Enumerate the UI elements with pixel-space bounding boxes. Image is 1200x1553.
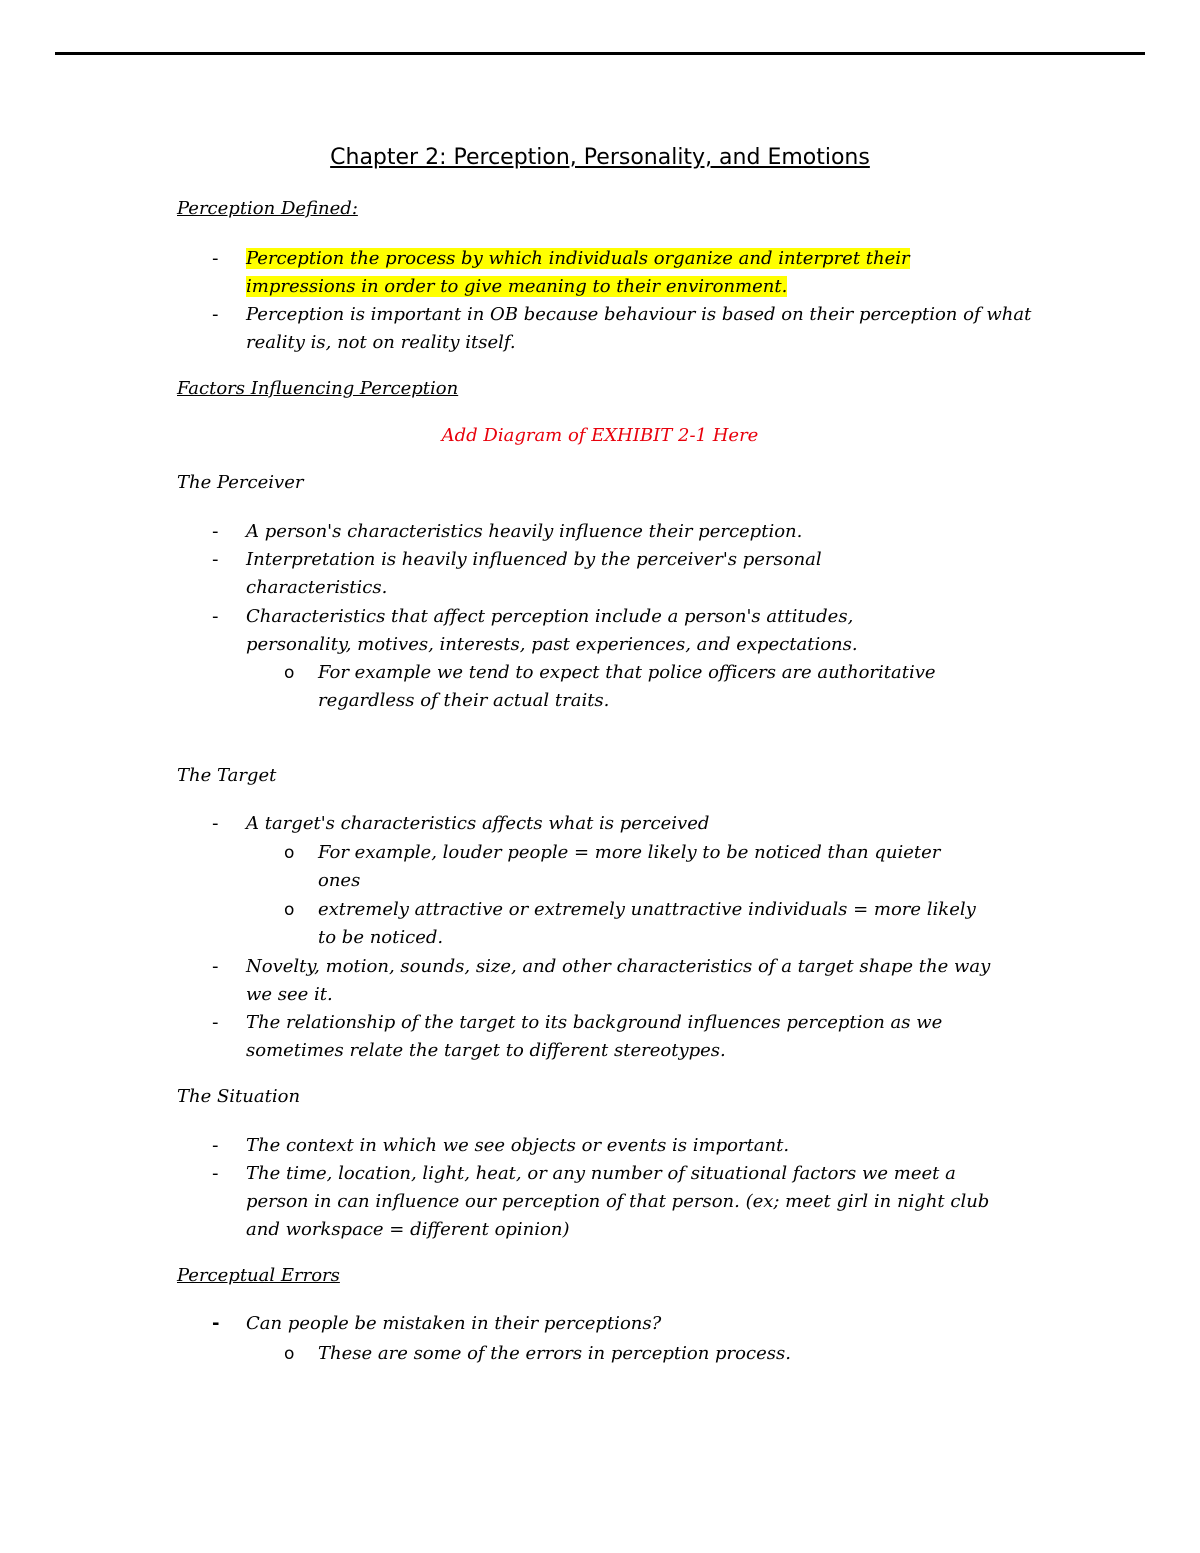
bullet-dash: - [212,304,219,325]
heading-the-target: The Target [177,765,277,786]
diagram-placeholder-note: Add Diagram of EXHIBIT 2-1 Here [441,425,759,446]
bullet-dash: - [212,521,219,542]
bullet-o: o [284,663,295,683]
bullet-dash: - [212,1163,219,1184]
bullet-dash: - [212,956,219,977]
header-rule [55,52,1145,55]
bullet-dash: - [212,606,219,627]
heading-the-perceiver: The Perceiver [177,472,304,493]
bullet-dash: - [212,1135,219,1156]
sub-list-item: These are some of the errors in perception process. [318,1343,791,1364]
bullet-o: o [284,900,295,920]
list-item: Interpretation is heavily influenced by the perceiver's personal characteristics. [246,549,822,598]
list-item: The context in which we see objects or events is important. [246,1135,790,1156]
heading-perception-defined: Perception Defined: [177,198,358,219]
heading-perceptual-errors: Perceptual Errors [177,1265,340,1286]
highlighted-definition: Perception the process by which individuals organize and interpret their impressions in order to give meaning to their environment. [246,248,910,297]
page-title: Chapter 2: Perception, Personality, and Emotions [330,145,870,170]
sub-list-item: For example, louder people = more likely to be noticed than quieter ones [318,842,941,891]
list-item: The relationship of the target to its background influences perception as we sometimes relate the target to different stereotypes. [246,1012,943,1061]
sub-list-item: For example we tend to expect that police officers are authoritative regardless of their actual traits. [318,662,936,711]
list-item: Can people be mistaken in their perceptions? [246,1313,662,1334]
heading-the-situation: The Situation [177,1086,301,1107]
list-item: Novelty, motion, sounds, size, and other characteristics of a target shape the way we see it. [246,956,991,1005]
bullet-o: o [284,843,295,863]
bullet-dash: - [212,248,219,269]
list-item: The time, location, light, heat, or any number of situational factors we meet a person in can influence our perception of that person. (ex; meet girl in night club and workspace = different opinion) [246,1163,990,1240]
heading-factors-influencing-perception: Factors Influencing Perception [177,378,459,399]
list-item: Characteristics that affect perception include a person's attitudes, personality, motives, interests, past experiences, and expectations. [246,606,858,655]
bullet-dash: - [212,813,219,834]
bullet-dash: - [212,1313,220,1334]
bullet-o: o [284,1344,295,1364]
list-item [246,245,986,301]
list-item: A person's characteristics heavily influence their perception. [246,521,803,542]
list-item: A target's characteristics affects what is perceived [246,813,710,834]
list-item: Perception is important in OB because behaviour is based on their perception of what reality is, not on reality itself. [246,304,1032,353]
bullet-dash: - [212,1012,219,1033]
sub-list-item: extremely attractive or extremely unattractive individuals = more likely to be noticed. [318,899,976,948]
bullet-dash: - [212,549,219,570]
